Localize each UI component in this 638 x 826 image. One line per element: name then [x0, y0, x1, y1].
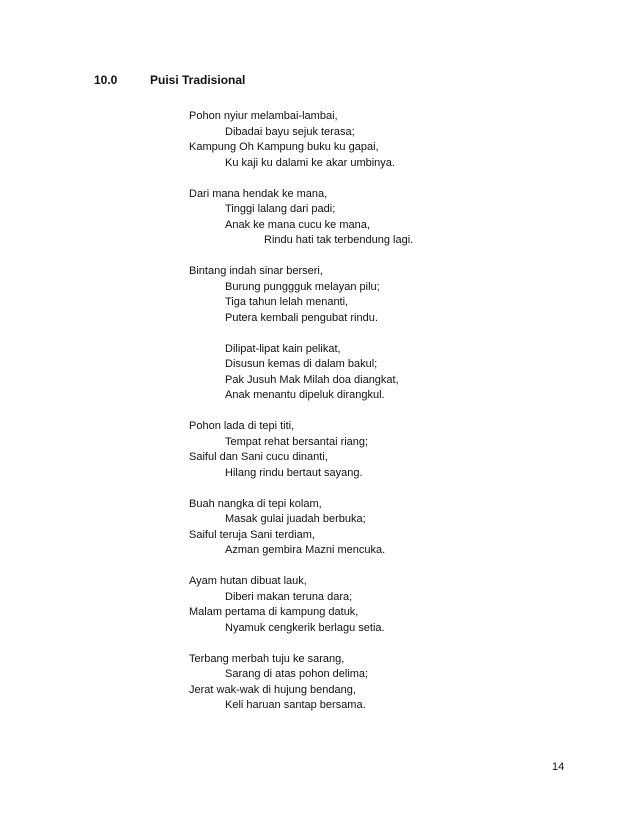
poem-line: Putera kembali pengubat rindu. — [225, 311, 378, 324]
poem-line: Pohon nyiur melambai-lambai, — [189, 110, 338, 122]
stanza — [189, 497, 413, 559]
stanza — [189, 342, 413, 404]
poem-line: Pohon lada di tepi titi, — [189, 420, 295, 432]
poem-line: Jerat wak-wak di hujung bendang, — [189, 683, 356, 696]
poem-line: Rindu hati tak terbendung lagi. — [264, 234, 414, 246]
poem-line: Kampung Oh Kampung buku ku gapai, — [189, 141, 379, 153]
poem-line: Dibadai bayu sejuk terasa; — [225, 125, 355, 138]
poem-line: Azman gembira Mazni mencuka. — [225, 544, 386, 556]
poem-line: Pak Jusuh Mak Milah doa diangkat, — [225, 373, 399, 386]
stanza — [189, 419, 413, 481]
poem — [189, 109, 413, 729]
poem-line: Dari mana hendak ke mana, — [189, 187, 328, 200]
poem-line: Saiful teruja Sani terdiam, — [189, 528, 315, 541]
stanza — [189, 264, 413, 326]
poem-line: Buah nangka di tepi kolam, — [189, 497, 322, 510]
poem-line: Ayam hutan dibuat lauk, — [189, 575, 307, 587]
poem-line: Burung punggguk melayan pilu; — [225, 280, 380, 293]
poem-line: Saiful dan Sani cucu dinanti, — [189, 451, 328, 463]
poem-line: Nyamuk cengkerik berlagu setia. — [225, 621, 385, 634]
stanza — [189, 109, 413, 171]
poem-line: Disusun kemas di dalam bakul; — [225, 358, 378, 370]
poem-line: Dilipat-lipat kain pelikat, — [225, 342, 341, 355]
poem-line: Diberi makan teruna dara; — [225, 590, 353, 603]
poem-line: Tiga tahun lelah menanti, — [225, 296, 349, 308]
poem-line: Malam pertama di kampung datuk, — [189, 606, 359, 618]
stanza — [189, 574, 413, 636]
poem-line: Bintang indah sinar berseri, — [189, 265, 323, 277]
stanza — [189, 187, 413, 249]
poem-line: Keli haruan santap bersama. — [225, 699, 366, 711]
stanza — [189, 652, 413, 714]
poem-line: Tempat rehat bersantai riang; — [225, 435, 369, 448]
section-title: Puisi Tradisional — [150, 73, 246, 87]
poem-line: Anak ke mana cucu ke mana, — [225, 218, 370, 231]
poem-line: Tinggi lalang dari padi; — [225, 203, 336, 215]
page-number: 14 — [552, 761, 565, 773]
poem-line: Terbang merbah tuju ke sarang, — [189, 652, 345, 665]
poem-line: Anak menantu dipeluk dirangkul. — [225, 389, 385, 401]
section-number: 10.0 — [94, 73, 118, 87]
poem-line: Masak gulai juadah berbuka; — [225, 513, 366, 525]
poem-line: Hilang rindu bertaut sayang. — [225, 466, 363, 479]
poem-line: Sarang di atas pohon delima; — [225, 668, 369, 680]
poem-line: Ku kaji ku dalami ke akar umbinya. — [225, 156, 395, 169]
